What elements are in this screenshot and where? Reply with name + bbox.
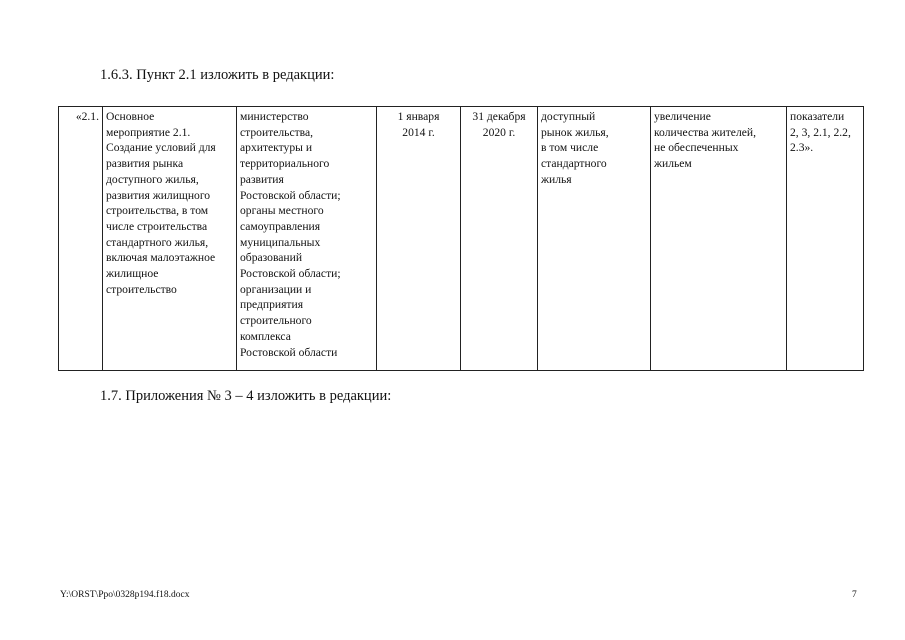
cell-text-line: 2020 г. <box>482 125 516 139</box>
cell-text-line: органы местного <box>240 204 324 218</box>
footer-file-path: Y:\ORST\Ppo\0328p194.f18.docx <box>60 590 190 600</box>
cell-text-line: строительного <box>240 314 312 328</box>
cell-text-line: жилья <box>541 172 572 186</box>
cell-text-line: строительства, <box>240 125 314 139</box>
footer-page-number: 7 <box>852 590 857 600</box>
cell-text-line: рынок жилья, <box>541 125 609 139</box>
cell-text-line: Создание условий для <box>106 141 216 155</box>
cell-text-line: жильем <box>654 157 692 171</box>
cell-measure <box>103 107 237 371</box>
cell-text-line: организации и <box>240 282 312 296</box>
cell-text-line: 31 декабря <box>472 110 526 123</box>
cell-expected-result <box>538 107 651 371</box>
cell-text-line: доступный <box>541 110 596 123</box>
cell-text-line: территориального <box>240 157 330 171</box>
cell-text-line: не обеспеченных <box>654 141 739 155</box>
cell-start-date <box>377 107 461 371</box>
cell-text-line: развития <box>240 172 284 186</box>
cell-indicators <box>787 107 864 371</box>
cell-text-line: Ростовской области <box>240 345 338 359</box>
cell-text-line: показатели <box>790 110 845 123</box>
cell-text-line: доступного жилья, <box>106 172 199 186</box>
section-heading-1-7: 1.7. Приложения № 3 – 4 изложить в редакции: <box>100 388 392 404</box>
cell-text-line: образований <box>240 251 303 265</box>
cell-text-line: включая малоэтажное <box>106 251 216 265</box>
cell-end-date <box>461 107 538 371</box>
cell-text-line: развития жилищного <box>106 188 211 202</box>
cell-text-line: строительство <box>106 282 177 296</box>
cell-text-line: министерство <box>240 110 309 123</box>
cell-text-line: Ростовской области; <box>240 188 341 202</box>
cell-text-line: 2014 г. <box>402 125 435 139</box>
cell-text-line: в том числе <box>541 141 599 155</box>
cell-text-line: Ростовской области; <box>240 267 341 281</box>
cell-text-line: 2, 3, 2.1, 2.2, <box>790 125 851 139</box>
cell-text-line: строительства, в том <box>106 204 209 218</box>
cell-text-line: муниципальных <box>240 235 321 249</box>
section-heading-1-6-3: 1.6.3. Пункт 2.1 изложить в редакции: <box>100 67 335 83</box>
measures-table <box>58 106 864 371</box>
cell-text-line: стандартного <box>541 157 607 171</box>
cell-consequence <box>651 107 787 371</box>
cell-text-line: развития рынка <box>106 157 184 171</box>
cell-text-line: самоуправления <box>240 219 321 233</box>
cell-text-line: 2.3». <box>790 141 814 155</box>
cell-text-line: 1 января <box>397 110 440 123</box>
cell-text-line: числе строительства <box>106 219 208 233</box>
cell-text-line: стандартного жилья, <box>106 235 209 249</box>
cell-number: «2.1. <box>59 107 103 371</box>
cell-text-line: архитектуры и <box>240 141 313 155</box>
cell-text-line: предприятия <box>240 298 304 312</box>
cell-text-line: Основное <box>106 110 155 123</box>
cell-executor <box>237 107 377 371</box>
cell-text-line: комплекса <box>240 329 291 343</box>
cell-text-line: количества жителей, <box>654 125 756 139</box>
cell-text-line: мероприятие 2.1. <box>106 125 191 139</box>
table-row <box>59 107 864 371</box>
cell-text-line: жилищное <box>106 267 159 281</box>
cell-text-line: увеличение <box>654 110 711 123</box>
